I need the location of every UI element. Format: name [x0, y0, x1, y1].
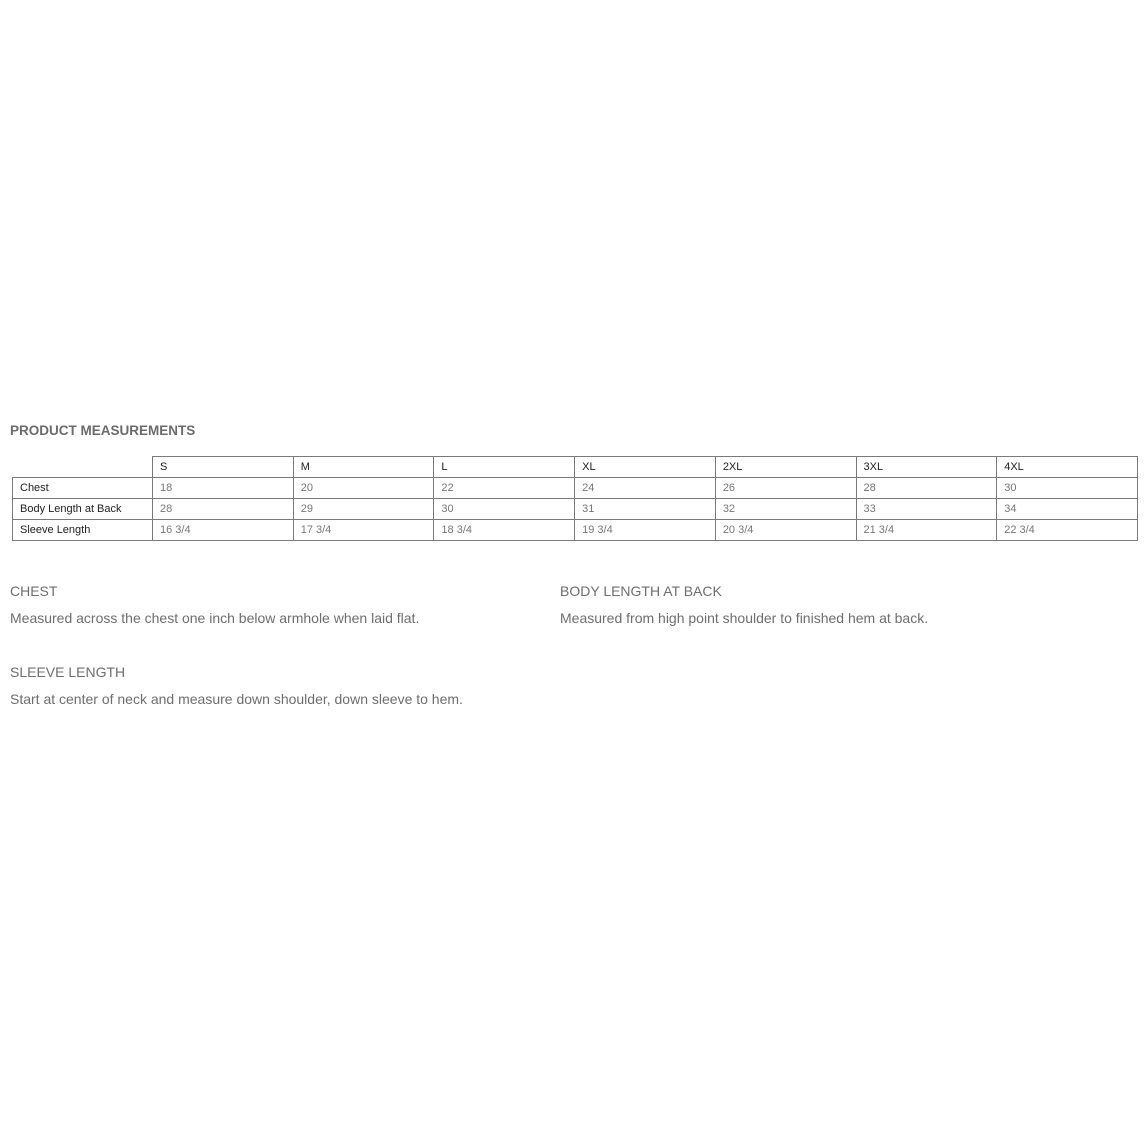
table-cell: 19 3/4	[575, 520, 716, 541]
size-header-3xl: 3XL	[856, 457, 997, 478]
row-label-body-length: Body Length at Back	[13, 499, 153, 520]
row-label-sleeve-length: Sleeve Length	[13, 520, 153, 541]
table-cell: 22 3/4	[997, 520, 1138, 541]
row-label-chest: Chest	[13, 478, 153, 499]
table-cell: 28	[153, 499, 294, 520]
table-row-sleeve-length	[13, 520, 1138, 541]
table-cell: 32	[715, 499, 856, 520]
size-header-m: M	[293, 457, 434, 478]
size-header-2xl: 2XL	[715, 457, 856, 478]
table-cell: 33	[856, 499, 997, 520]
table-cell: 26	[715, 478, 856, 499]
size-header-xl: XL	[575, 457, 716, 478]
table-cell: 20 3/4	[715, 520, 856, 541]
description-text: Measured across the chest one inch below armhole when laid flat.	[10, 610, 420, 626]
description-text: Start at center of neck and measure down shoulder, down sleeve to hem.	[10, 691, 463, 707]
table-corner-cell	[13, 457, 153, 478]
table-cell: 34	[997, 499, 1138, 520]
table-cell: 30	[434, 499, 575, 520]
description-chest	[10, 583, 419, 626]
table-header-row	[13, 457, 1138, 478]
size-header-l: L	[434, 457, 575, 478]
size-header-s: S	[153, 457, 294, 478]
table-cell: 24	[575, 478, 716, 499]
table-cell: 22	[434, 478, 575, 499]
table-row-chest	[13, 478, 1138, 499]
table-cell: 21 3/4	[856, 520, 997, 541]
description-title: BODY LENGTH AT BACK	[560, 583, 722, 599]
measurements-table	[12, 456, 1138, 541]
table-cell: 31	[575, 499, 716, 520]
description-sleeve-length	[10, 664, 463, 707]
size-header-4xl: 4XL	[997, 457, 1138, 478]
table-cell: 18	[153, 478, 294, 499]
table-cell: 16 3/4	[153, 520, 294, 541]
description-body-length	[560, 583, 928, 626]
table-cell: 30	[997, 478, 1138, 499]
description-title: CHEST	[10, 583, 58, 599]
table-cell: 18 3/4	[434, 520, 575, 541]
description-title: SLEEVE LENGTH	[10, 664, 126, 680]
table-cell: 20	[293, 478, 434, 499]
table-cell: 29	[293, 499, 434, 520]
table-cell: 17 3/4	[293, 520, 434, 541]
table-row-body-length	[13, 499, 1138, 520]
description-text: Measured from high point shoulder to finished hem at back.	[560, 610, 929, 626]
page-title: PRODUCT MEASUREMENTS	[10, 423, 196, 438]
table-cell: 28	[856, 478, 997, 499]
